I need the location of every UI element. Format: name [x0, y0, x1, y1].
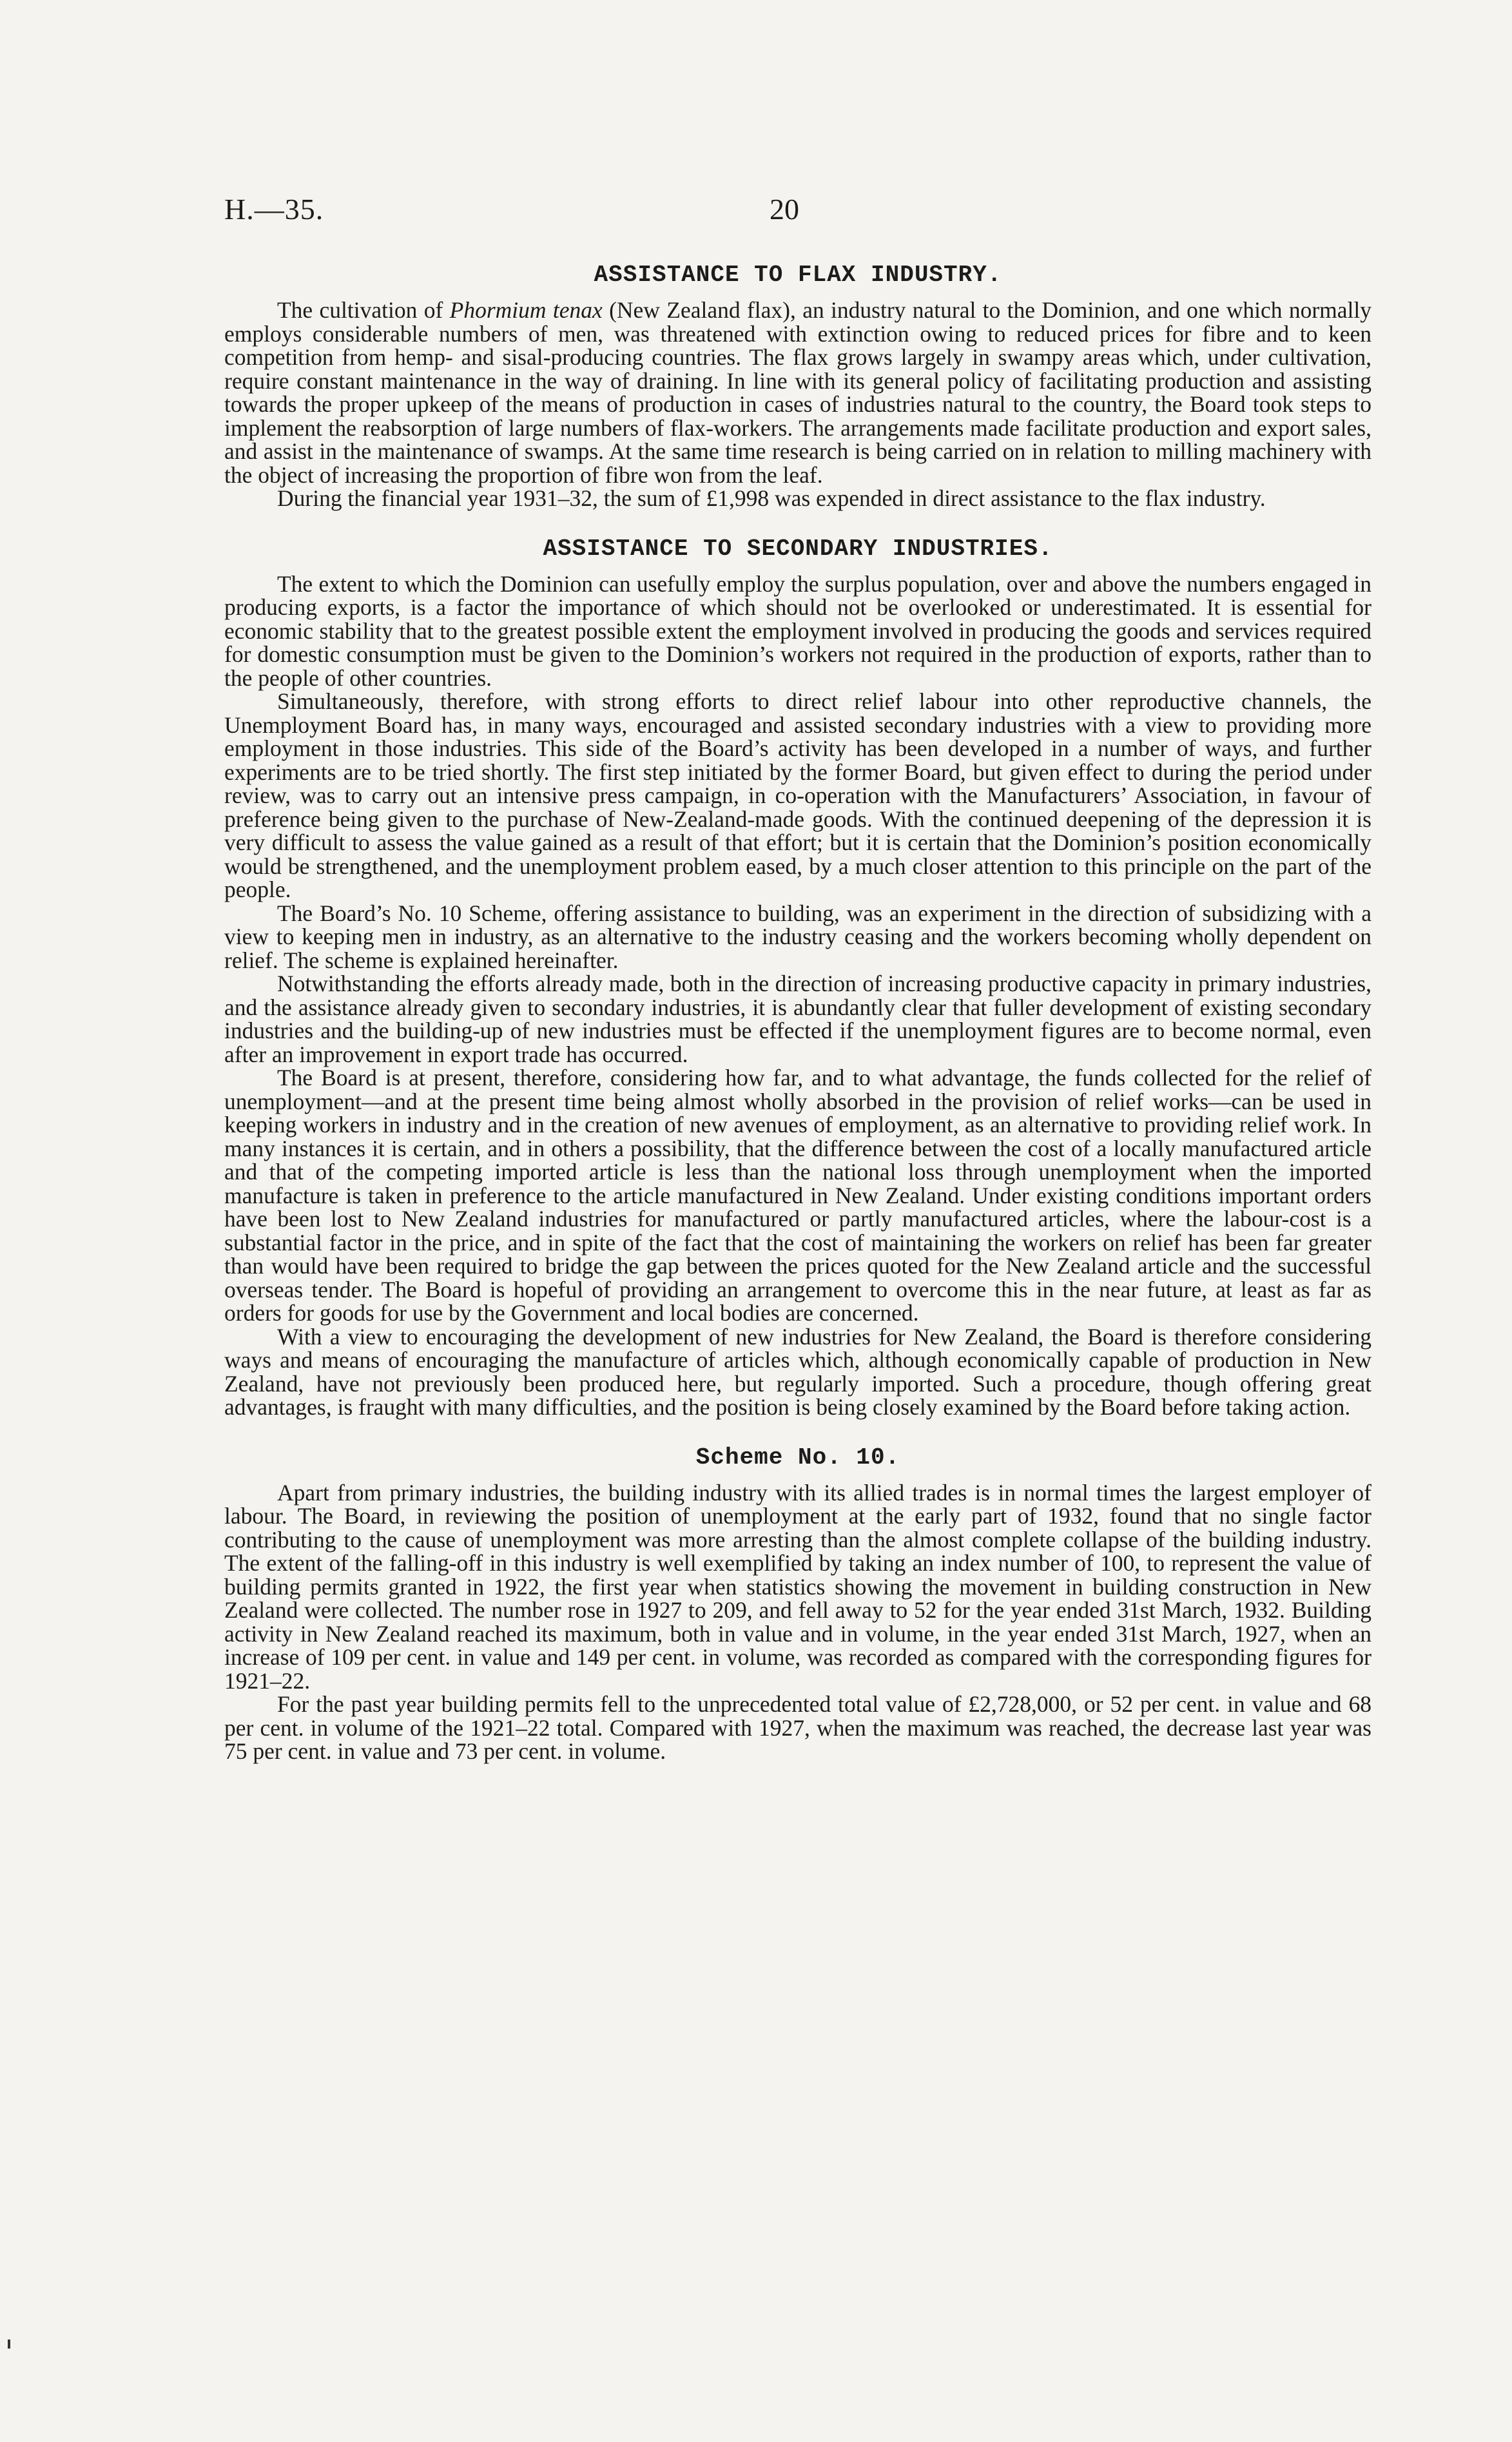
- paragraph: The Board is at present, therefore, considering how far, and to what advantage, the funds collected for the relief of unemployment—and at the present time being almost wholly absorbed in the provision of relief works—can be used in keeping workers in industry and in the creation of new avenues of employment, as an alternative to providing relief work. In many instances it is certain, and in others a possibility, that the difference between the cost of a locally manufactured article and that of the competing imported article is less than the national loss through unemployment when the imported manufacture is taken in preference to the article manufactured in New Zealand. Under existing conditions important orders have been lost to New Zealand industries for manufactured or partly manufactured articles, where the labour-cost is a substantial factor in the price, and in spite of the fact that the cost of maintaining the workers on relief has been far greater than would have been required to bridge the gap between the prices quoted for the New Zealand article and the successful overseas tender. The Board is hopeful of providing an arrangement to overcome this in the near future, at least as far as orders for goods for use by the Government and local bodies are concerned.: [224, 1065, 1371, 1326]
- document-reference: H.—35.: [224, 193, 324, 226]
- heading-flax-industry: ASSISTANCE TO FLAX INDUSTRY.: [594, 262, 1002, 288]
- species-name: Phormium tenax: [449, 297, 603, 323]
- text-run: The cultivation of: [277, 297, 450, 323]
- paragraph: For the past year building permits fell to the unprecedented total value of £2,728,000, or 52 per cent. in value and 68 per cent. in volume of the 1921–22 total. Compared with 1927, when the maximum was reached, the decrease last year was 75 per cent. in value and 73 per cent. in volume.: [224, 1691, 1371, 1764]
- scan-edge-mark: [8, 2340, 10, 2349]
- paragraph: The Board’s No. 10 Scheme, offering assistance to building, was an experiment in the direction of subsidizing with a view to keeping men in industry, as an alternative to the industry ceasing and the workers becoming wholly dependent on relief. The scheme is explained hereinafter.: [224, 900, 1371, 973]
- text-run: (New Zealand flax), an industry natural to the Dominion, and one which normally employs considerable numbers of men, was threatened with extinction owing to reduced prices for fibre and to keen competition from hemp- and sisal-producing countries. The flax grows largely in swampy areas which, under cultivation, require constant maintenance in the way of draining. In line with its general policy of facilitating production and assisting towards the proper upkeep of the means of production in cases of industries natural to the country, the Board took steps to implement the reabsorption of large numbers of flax-workers. The arrangements made facilitate production and export sales, and assist in the maintenance of swamps. At the same time research is being carried on in relation to milling machinery with the object of increasing the proportion of fibre won from the leaf.: [224, 297, 1372, 488]
- page-body: [224, 261, 1371, 1763]
- heading-secondary-industries: ASSISTANCE TO SECONDARY INDUSTRIES.: [543, 535, 1053, 562]
- page-number: 20: [770, 193, 799, 226]
- paragraph: The extent to which the Dominion can usefully employ the surplus population, over and above the numbers engaged in producing exports, is a factor the importance of which should not be overlooked or underestimated. It is essential for economic stability that to the greatest possible extent the employment involved in producing the goods and services required for domestic consumption must be given to the Dominion’s workers not required in the production of exports, rather than to the people of other countries.: [224, 570, 1371, 691]
- heading-scheme-10: Scheme No. 10.: [695, 1444, 900, 1471]
- paragraph: Apart from primary industries, the building industry with its allied trades is in normal times the largest employer of labour. The Board, in reviewing the position of unemployment at the early part of 1932, found that no single factor contributing to the cause of unemployment was more arresting than the almost complete collapse of the building industry. The extent of the falling-off in this industry is well exemplified by taking an index number of 100, to represent the value of building permits granted in 1922, the first year when statistics showing the movement in building construction in New Zealand were collected. The number rose in 1927 to 209, and fell away to 52 for the year ended 31st March, 1932. Building activity in New Zealand reached its maximum, both in value and in volume, in the year ended 31st March, 1927, when an increase of 109 per cent. in value and 149 per cent. in volume, was recorded as compared with the corresponding figures for 1921–22.: [224, 1479, 1371, 1694]
- paragraph: With a view to encouraging the development of new industries for New Zealand, the Board is therefore considering ways and means of encouraging the manufacture of articles which, although economically capable of production in New Zealand, have not previously been produced here, but regularly imported. Such a procedure, though offering great advantages, is fraught with many difficulties, and the position is being closely examined by the Board before taking action.: [224, 1323, 1371, 1420]
- paragraph: Simultaneously, therefore, with strong efforts to direct relief labour into other reproductive channels, the Unemployment Board has, in many ways, encouraged and assisted secondary industries with a view to providing more employment in those industries. This side of the Board’s activity has been developed in a number of ways, and further experiments are to be tried shortly. The first step initiated by the former Board, but given effect to during the period under review, was to carry out an intensive press campaign, in co-operation with the Manufacturers’ Association, in favour of preference being given to the purchase of New-Zealand-made goods. With the continued deepening of the depression it is very difficult to assess the value gained as a result of that effort; but it is certain that the Dominion’s position economically would be strengthened, and the unemployment problem eased, by a much closer attention to this principle on the part of the people.: [224, 688, 1371, 902]
- paragraph: [224, 298, 1371, 487]
- paragraph: During the financial year 1931–32, the sum of £1,998 was expended in direct assistance to the flax industry.: [277, 485, 1266, 511]
- page-header: [224, 192, 1371, 231]
- paragraph: Notwithstanding the efforts already made, both in the direction of increasing productive capacity in primary industries, and the assistance already given to secondary industries, it is abundantly clear that fuller development of existing secondary industries and the building-up of new industries must be effected if the unemployment figures are to become normal, even after an improvement in export trade has occurred.: [224, 971, 1371, 1067]
